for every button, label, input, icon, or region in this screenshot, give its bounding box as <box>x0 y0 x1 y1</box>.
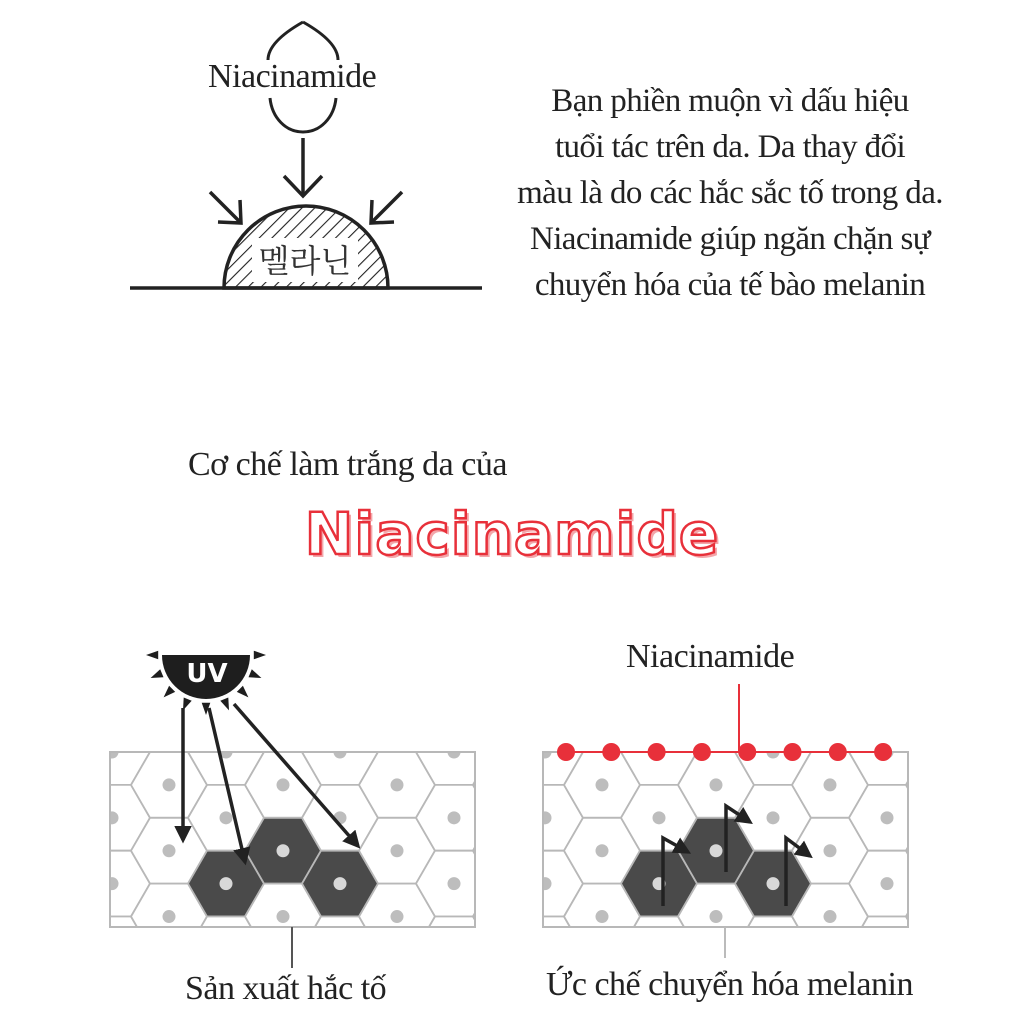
niacinamide-dot <box>693 743 711 761</box>
mechanism-title: Niacinamide <box>304 500 720 568</box>
cell-nucleus <box>163 713 176 726</box>
uv-label: UV <box>186 659 228 689</box>
niacinamide-dot <box>874 743 892 761</box>
diagonal-arrow-right-icon <box>371 192 402 223</box>
description-line: Bạn phiền muộn vì dấu hiệu <box>551 83 909 119</box>
cell-nucleus <box>505 844 518 857</box>
skin-cell <box>849 653 925 719</box>
cell-nucleus <box>596 844 609 857</box>
cell-nucleus <box>881 943 894 956</box>
skin-cell <box>906 752 982 818</box>
cell-nucleus <box>767 811 780 824</box>
cell-nucleus <box>49 844 62 857</box>
skin-cell <box>473 752 549 818</box>
uv-sun-icon <box>146 651 266 715</box>
mechanism-subtitle: Cơ chế làm trắng da của <box>188 446 507 483</box>
skin-cell <box>302 653 378 719</box>
cell-nucleus <box>391 844 404 857</box>
cell-nucleus <box>824 844 837 857</box>
cell-nucleus <box>596 778 609 791</box>
cell-nucleus <box>881 680 894 693</box>
cell-nucleus <box>49 976 62 989</box>
cell-nucleus <box>938 778 951 791</box>
cell-nucleus <box>106 811 119 824</box>
cell-nucleus <box>163 910 176 923</box>
cell-nucleus <box>49 713 62 726</box>
cell-nucleus <box>539 943 552 956</box>
skin-cell <box>473 884 549 950</box>
cell-nucleus <box>539 877 552 890</box>
cell-nucleus <box>505 778 518 791</box>
melanin-label: 멜라닌 <box>258 242 352 280</box>
skin-cell <box>678 686 754 752</box>
cell-nucleus <box>391 910 404 923</box>
cell-nucleus <box>277 713 290 726</box>
skin-cell <box>450 686 526 752</box>
description-line: chuyển hóa của tế bào melanin <box>534 267 926 303</box>
cell-nucleus <box>539 680 552 693</box>
skin-cell <box>473 818 549 884</box>
cell-nucleus <box>596 713 609 726</box>
niacinamide-dot <box>648 743 666 761</box>
sun-ray <box>254 651 266 660</box>
right-caption: Ức chế chuyển hóa melanin <box>546 966 913 1003</box>
cell-nucleus <box>391 778 404 791</box>
niacinamide-dot <box>738 743 756 761</box>
cell-nucleus <box>767 680 780 693</box>
cell-nucleus <box>824 910 837 923</box>
cell-nucleus <box>482 778 495 791</box>
cell-nucleus <box>938 910 951 923</box>
skin-cell <box>450 950 526 1016</box>
left-caption: Sản xuất hắc tố <box>185 970 387 1007</box>
cell-nucleus <box>653 943 666 956</box>
cell-nucleus <box>710 713 723 726</box>
right-cell-panel <box>450 653 982 1015</box>
cell-nucleus <box>938 713 951 726</box>
skin-cell <box>17 818 93 884</box>
skin-cell <box>906 686 982 752</box>
skin-cell <box>906 818 982 884</box>
skin-cell <box>416 653 492 719</box>
cell-nucleus <box>505 976 518 989</box>
skin-cell <box>359 686 435 752</box>
cell-nucleus <box>482 844 495 857</box>
cell-nucleus <box>163 778 176 791</box>
cell-nucleus <box>448 877 461 890</box>
cell-nucleus <box>220 943 233 956</box>
description-line: Niacinamide giúp ngăn chặn sự <box>529 221 931 257</box>
cell-nucleus <box>448 811 461 824</box>
cell-nucleus <box>938 844 951 857</box>
cell-nucleus <box>824 778 837 791</box>
sun-ray <box>151 669 164 678</box>
cell-nucleus <box>653 680 666 693</box>
cell-nucleus <box>881 811 894 824</box>
cell-nucleus <box>653 811 666 824</box>
cell-nucleus <box>505 910 518 923</box>
cell-nucleus <box>106 943 119 956</box>
cell-nucleus <box>767 943 780 956</box>
cell-nucleus <box>482 976 495 989</box>
skin-cell <box>245 686 321 752</box>
cell-nucleus <box>334 877 347 890</box>
left-cell-panel <box>17 653 549 1015</box>
cell-nucleus <box>391 713 404 726</box>
cell-nucleus <box>824 713 837 726</box>
cell-nucleus <box>482 713 495 726</box>
description-line: màu là do các hắc sắc tố trong da. <box>517 175 943 211</box>
cell-nucleus <box>482 910 495 923</box>
cell-nucleus <box>277 778 290 791</box>
skin-cell <box>17 950 93 1016</box>
skin-cell <box>473 950 549 1016</box>
niacinamide-dot <box>784 743 802 761</box>
cell-nucleus <box>710 910 723 923</box>
cell-nucleus <box>391 976 404 989</box>
sun-ray <box>146 651 158 660</box>
cell-nucleus <box>505 713 518 726</box>
description-line: tuổi tác trên da. Da thay đổi <box>554 129 906 165</box>
skin-cell <box>507 653 583 719</box>
niacinamide-dot <box>602 743 620 761</box>
cell-nucleus <box>767 877 780 890</box>
cell-nucleus <box>277 910 290 923</box>
niacinamide-dot <box>557 743 575 761</box>
cell-nucleus <box>49 778 62 791</box>
skin-cell <box>74 653 150 719</box>
cell-nucleus <box>220 877 233 890</box>
cell-nucleus <box>710 844 723 857</box>
diagonal-arrow-left-icon <box>210 192 241 223</box>
sun-ray <box>237 686 249 698</box>
cell-nucleus <box>106 877 119 890</box>
cell-nucleus <box>106 680 119 693</box>
skin-cell <box>792 686 868 752</box>
cell-nucleus <box>163 844 176 857</box>
cell-nucleus <box>539 811 552 824</box>
skin-cell <box>17 884 93 950</box>
cell-nucleus <box>220 811 233 824</box>
skin-cell <box>906 884 982 950</box>
cell-nucleus <box>448 943 461 956</box>
sun-ray <box>220 698 229 711</box>
cell-nucleus <box>938 976 951 989</box>
top-ingredient-label: Niacinamide <box>208 58 377 95</box>
sun-ray <box>249 669 262 678</box>
skin-cell <box>473 686 549 752</box>
cell-nucleus <box>596 910 609 923</box>
cell-nucleus <box>49 910 62 923</box>
cell-nucleus <box>448 680 461 693</box>
skin-cell <box>17 752 93 818</box>
skin-cell <box>564 686 640 752</box>
cell-nucleus <box>163 976 176 989</box>
niacinamide-dot <box>829 743 847 761</box>
cell-nucleus <box>334 680 347 693</box>
cell-nucleus <box>334 943 347 956</box>
sun-ray <box>164 686 176 698</box>
top-description <box>470 78 990 308</box>
cell-nucleus <box>710 778 723 791</box>
skin-cell <box>17 686 93 752</box>
cell-nucleus <box>277 844 290 857</box>
skin-cell <box>906 950 982 1016</box>
right-ingredient-label: Niacinamide <box>626 638 795 675</box>
cell-nucleus <box>881 877 894 890</box>
